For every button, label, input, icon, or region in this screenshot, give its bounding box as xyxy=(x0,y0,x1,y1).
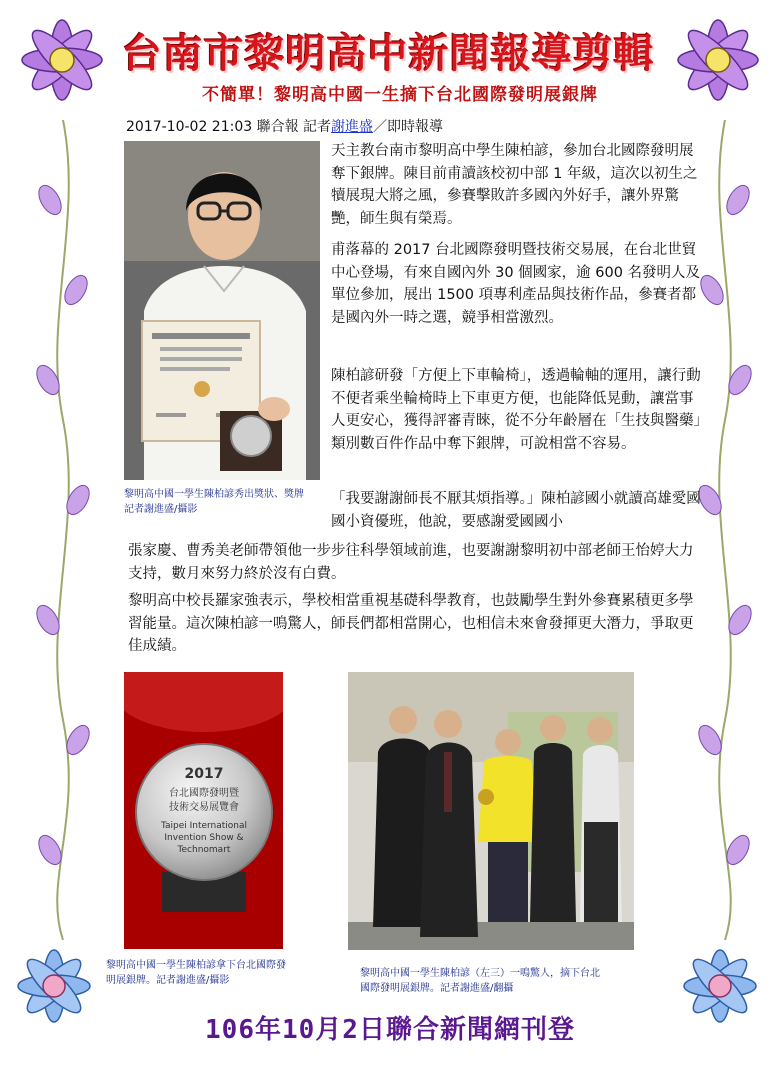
article-headline: 不簡單！黎明高中國一生摘下台北國際發明展銀牌 xyxy=(202,85,598,105)
article-paragraph: 甫落幕的 2017 台北國際發明暨技術交易展，在台北世貿中心登場，有來自國內外 30 個國家，逾 600 名發明人及單位參加，展出 1500 項專利產品與技術作品，參賽者都是國內外一時之選，競爭相當激烈。 xyxy=(331,242,701,326)
caption-line: 黎明高中國一學生陳柏諺（左三）一鳴驚人，摘下台北 xyxy=(360,968,600,979)
group-photo xyxy=(348,672,634,950)
medal-photo-caption xyxy=(106,958,336,988)
medal-cn-line: 台北國際發明暨 xyxy=(169,788,239,799)
medal-en-line: Taipei International xyxy=(160,821,248,831)
flower-bottom-left-icon xyxy=(2,930,112,1040)
student-photo-caption xyxy=(124,487,334,517)
medal-photo xyxy=(124,672,283,949)
caption-line: 國際發明展銀牌。記者謝進盛/翻攝 xyxy=(360,983,514,994)
dateline xyxy=(126,116,443,136)
medal-year-text: 2017 xyxy=(184,766,224,782)
flower-top-left-icon xyxy=(4,2,124,122)
caption-line: 黎明高中國一學生陳柏諺拿下台北國際發 xyxy=(106,960,286,971)
medal-cn-line: 技術交易展覽會 xyxy=(169,802,239,813)
vine-left-border-icon xyxy=(28,120,98,940)
flower-top-right-icon xyxy=(656,2,776,122)
masthead-title: 台南市黎明高中新聞報導剪輯 xyxy=(121,30,655,77)
caption-line: 記者謝進盛/攝影 xyxy=(124,504,198,515)
article-paragraph: 陳柏諺研發「方便上下車輪椅」，透過輪軸的運用，讓行動不便者乘坐輪椅時上下車更方便，也能降低晃動，讓當事人更安心，獲得評審青睞，從不分年齡層在「生技與醫藥」類別數百件作品中奪下銀牌，可說相當不容易。 xyxy=(331,368,701,452)
article-paragraph: 張家慶、曹秀美老師帶領他一步步往科學領域前進，也要謝謝黎明初中部老師王怡婷大力支持，數月來努力終於沒有白費。 xyxy=(128,543,694,582)
caption-line: 黎明高中國一學生陳柏諺秀出獎狀、獎牌 xyxy=(124,489,304,500)
reporter-link[interactable]: 謝進盛 xyxy=(331,119,374,135)
flower-bottom-right-icon xyxy=(662,930,772,1040)
caption-line: 明展銀牌。記者謝進盛/攝影 xyxy=(106,975,230,986)
dateline-prefix: 2017-10-02 21:03 聯合報 記者 xyxy=(126,119,332,135)
medal-en-line: Invention Show & xyxy=(164,833,244,843)
publication-footer: 106年10月2日聯合新聞網刊登 xyxy=(205,1015,575,1045)
medal-en-line: Technomart xyxy=(177,845,231,855)
article-paragraph: 「我要謝謝師長不厭其煩指導。」陳柏諺國小就讀高雄愛國國小資優班，他說，要感謝愛國國小 xyxy=(331,491,701,530)
group-photo-caption xyxy=(360,966,640,996)
article-paragraph: 黎明高中校長羅家強表示，學校相當重視基礎科學教育，也鼓勵學生對外參賽累積更多學習能量。這次陳柏諺一鳴驚人，師長們都相當開心，也相信未來會發揮更大潛力，爭取更佳成績。 xyxy=(128,593,694,654)
article-paragraph: 天主教台南市黎明高中學生陳柏諺，參加台北國際發明展奪下銀牌。陳目前甫讀該校初中部 1 年級，這次以初生之犢展現大將之風，參賽擊敗許多國內外好手，讓外界驚艷，師生與有榮焉。 xyxy=(331,143,698,227)
student-photo xyxy=(124,141,320,480)
dateline-suffix: ／即時報導 xyxy=(373,119,444,135)
